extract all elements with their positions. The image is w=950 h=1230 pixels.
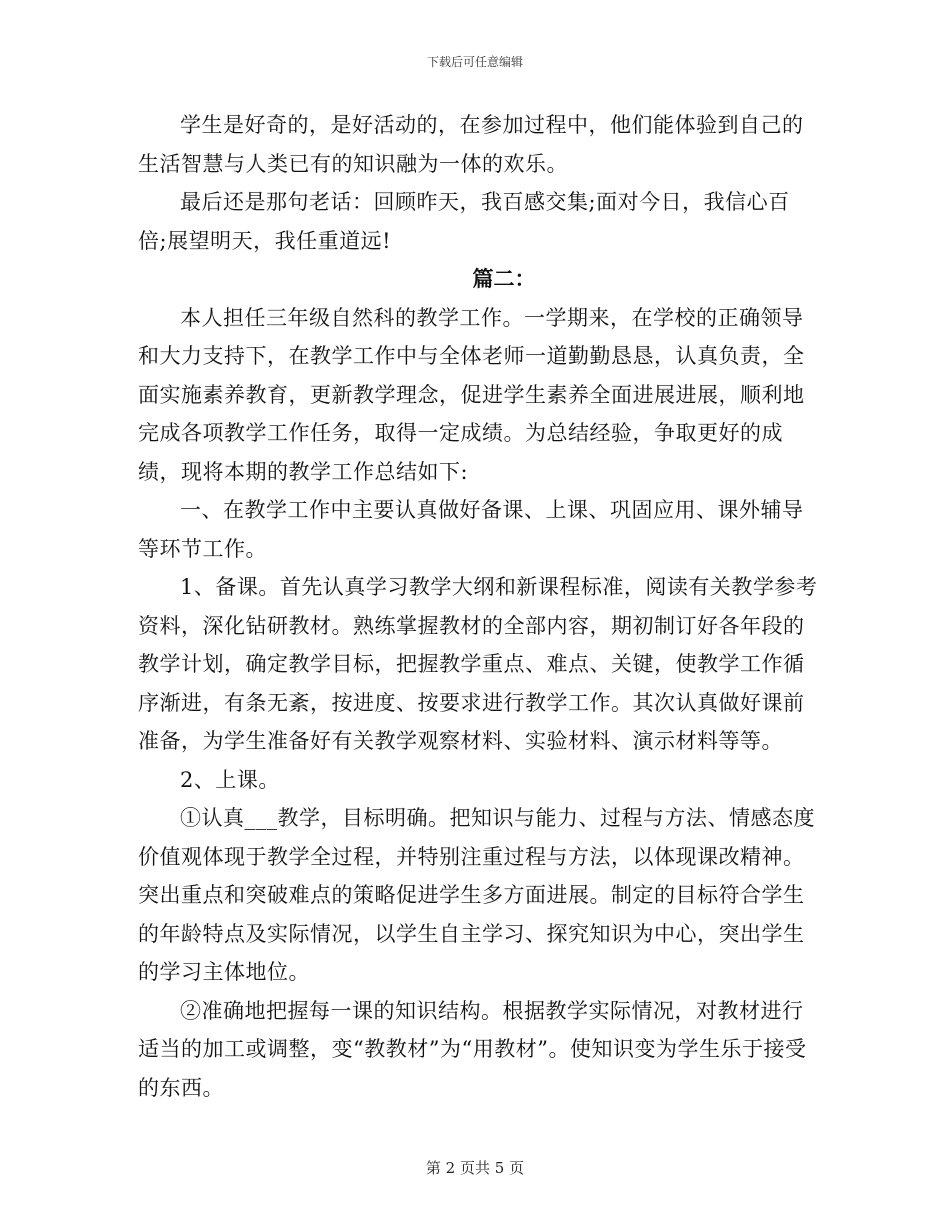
paragraph: 最后还是那句老话：回顾昨天，我百感交集;面对今日，我信心百倍;展望明天，我任重道远! — [138, 190, 790, 253]
paragraph: ②准确地把握每一课的知识结构。根据教学实际情况，对教材进行适当的加工或调整，变“教教材”为“用教材”。使知识变为学生乐于接受的东西。 — [138, 998, 807, 1100]
section-heading: 篇二： — [472, 266, 536, 291]
paragraph: 2、上课。 — [180, 767, 280, 792]
paragraph: 本人担任三年级自然科的教学工作。一学期来，在学校的正确领导和大力支持下，在教学工作中与全体老师一道勤勤恳恳，认真负责，全面实施素养教育，更新教学理念，促进学生素养全面进展进展，顺利地完成各项教学工作任务，取得一定成绩。为总结经验，争取更好的成绩，现将本期的教学工作总结如下: — [138, 305, 805, 484]
paragraph: 一、在教学工作中主要认真做好备课、上课、巩固应用、课外辅导等环节工作。 — [138, 498, 804, 561]
page-footer: 第 2 页共 5 页 — [425, 1159, 525, 1177]
document-body — [138, 106, 818, 1107]
paragraph: 1、备课。首先认真学习教学大纲和新课程标准，阅读有关教学参考资料，深化钻研教材。熟练掌握教材的全部内容，期初制订好各年段的教学计划，确定教学目标，把握教学重点、难点、关键，使教学工作循序渐进，有条无紊，按进度、按要求进行教学工作。其次认真做好课前准备，为学生准备好有关教学观察材料、实验材料、演示材料等等。 — [138, 575, 818, 753]
page-header: 下载后可任意编辑 — [426, 55, 523, 69]
paragraph: 学生是好奇的，是好活动的，在参加过程中，他们能体验到自己的生活智慧与人类已有的知识融为一体的欢乐。 — [138, 113, 804, 176]
paragraph: ①认真___教学，目标明确。把知识与能力、过程与方法、情感态度价值观体现于教学全过程，并特别注重过程与方法，以体现课改精神。突出重点和突破难点的策略促进学生多方面进展。制定的目标符合学生的年龄特点及实际情况，以学生自主学习、探究知识为中心，突出学生的学习主体地位。 — [138, 806, 815, 984]
